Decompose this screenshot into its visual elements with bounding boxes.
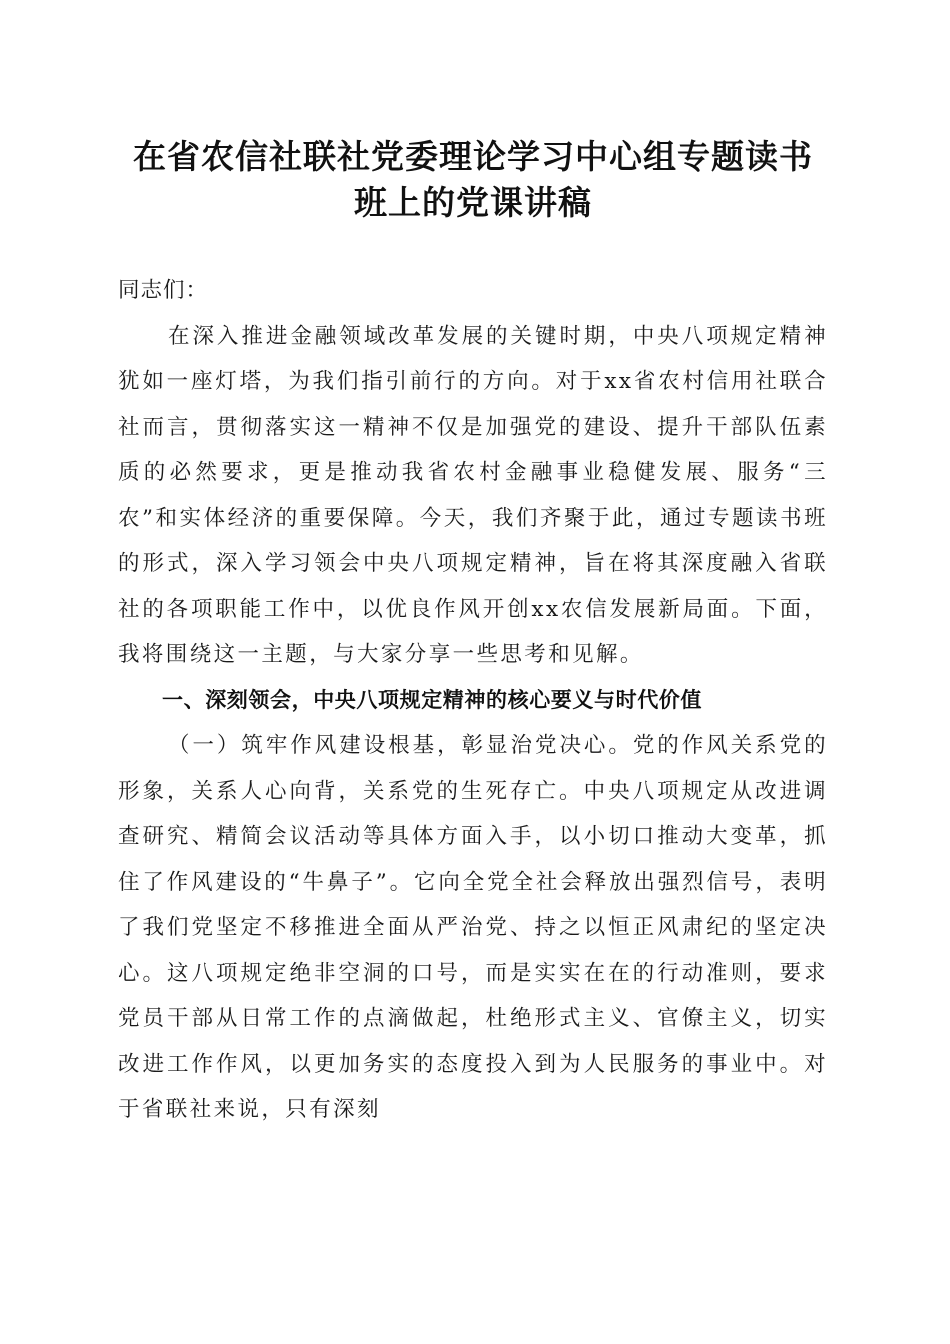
salutation: 同志们： (118, 278, 209, 303)
intro-paragraph: 在深入推进金融领域改革发展的关键时期，中央八项规定精神犹如一座灯塔，为我们指引前行的方向。对于xx省农村信用社联合社而言，贯彻落实这一精神不仅是加强党的建设、提升干部队伍素质的必然要求，更是推动我省农村金融事业稳健发展、服务“三农”和实体经济的重要保障。今天，我们齐聚于此，通过专题读书班的形式，深入学习领会中央八项规定精神，旨在将其深度融入省联社的各项职能工作中，以优良作风开创xx农信发展新局面。下面，我将围绕这一主题，与大家分享一些思考和见解。 (118, 323, 828, 667)
document-title (118, 134, 828, 226)
title-line-1: 在省农信社联社党委理论学习中心组专题读书 (133, 137, 813, 176)
section-1-heading: 一、深刻领会，中央八项规定精神的核心要义与时代价值 (162, 687, 702, 712)
subsection-1-lead: （一）筑牢作风建设根基，彰显治党决心。 (168, 733, 633, 758)
subsection-1-paragraph (118, 723, 828, 1133)
subsection-1-body: 党的作风关系党的形象，关系人心向背，关系党的生死存亡。中央八项规定从改进调查研究、精简会议活动等具体方面入手，以小切口推动大变革，抓住了作风建设的“牛鼻子”。它向全党全社会释放出强烈信号，表明了我们党坚定不移推进全面从严治党、持之以恒正风肃纪的坚定决心。这八项规定绝非空洞的口号，而是实实在在的行动准则，要求党员干部从日常工作的点滴做起，杜绝形式主义、官僚主义，切实改进工作作风，以更加务实的态度投入到为人民服务的事业中。对于省联社来说，只有深刻 (118, 733, 828, 1122)
title-line-2: 班上的党课讲稿 (354, 183, 592, 222)
document-page (118, 0, 828, 1133)
